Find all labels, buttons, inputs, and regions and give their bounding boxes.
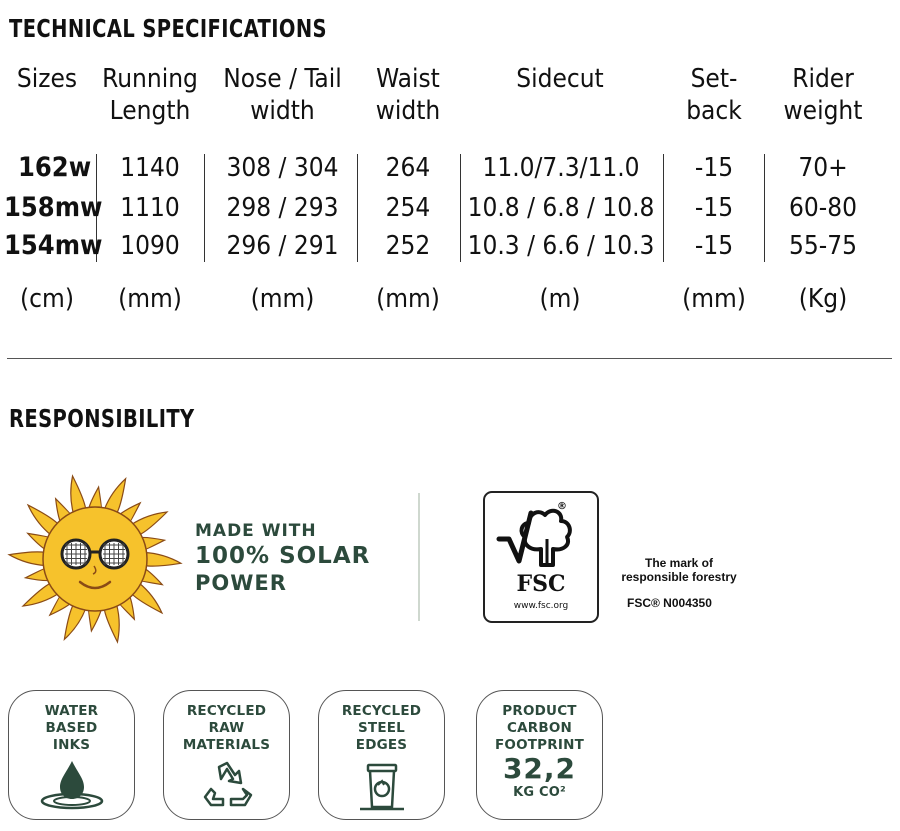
header-sidecut (470, 63, 650, 95)
badge-line: FOOTPRINT (494, 737, 584, 753)
technical-specifications-title: TECHNICAL SPECIFICATIONS (9, 14, 327, 43)
running-length-cell: 1110 (120, 193, 180, 223)
badge-line: MATERIALS (182, 737, 271, 753)
fsc-url: www.fsc.org (513, 601, 569, 611)
table-row (0, 227, 900, 265)
header-rider-weight-line1: Rider (792, 64, 854, 94)
recycle-icon (197, 759, 257, 809)
sun-icon (6, 470, 184, 648)
sun-ray (145, 553, 181, 567)
recycle-bin-icon (352, 759, 412, 813)
unit-waist: (mm) (376, 284, 440, 314)
fsc-caption-line2: responsible forestry (621, 570, 737, 584)
header-nose-tail-line1: Nose / Tail (223, 64, 342, 94)
carbon-footprint-value: 32,2 (502, 752, 577, 785)
sidecut-cell: 10.8 / 6.8 / 10.8 (467, 193, 655, 223)
header-sizes-line1: Sizes (16, 64, 78, 94)
header-setback-line1: Set- (690, 64, 738, 94)
badge-line: EDGES (355, 737, 408, 753)
unit-nose-tail: (mm) (250, 284, 315, 314)
sun-face (43, 507, 147, 611)
solar-line-1: MADE WITH (195, 521, 317, 541)
nose-tail-cell: 298 / 293 (226, 193, 339, 223)
size-cell: 158mw (4, 192, 103, 223)
sidecut-cell: 11.0/7.3/11.0 (482, 153, 640, 183)
nose-tail-cell: 296 / 291 (226, 231, 339, 261)
badge-line: RECYCLED (186, 703, 267, 719)
header-running-length (100, 63, 200, 127)
sun-ray (9, 552, 45, 566)
section-divider (7, 358, 892, 359)
vertical-divider (418, 493, 420, 621)
badge-line: STEEL (358, 720, 405, 736)
fsc-logo (483, 491, 599, 623)
recycled-raw-materials-badge (163, 690, 290, 820)
header-setback-line2: back (686, 96, 742, 126)
solar-line-2: 100% SOLAR (195, 543, 371, 569)
solar-power-text (195, 520, 370, 596)
fsc-caption-line1: The mark of (644, 556, 713, 570)
water-based-inks-badge (8, 690, 135, 820)
running-length-cell: 1090 (120, 231, 180, 261)
size-cell: 162w (18, 152, 92, 183)
header-waist-width (362, 63, 454, 127)
recycled-steel-edges-badge (318, 690, 445, 820)
waist-cell: 252 (385, 231, 431, 261)
badge-line: RECYCLED (341, 703, 422, 719)
header-sizes (4, 63, 90, 95)
size-cell: 154mw (4, 230, 103, 261)
unit-rider-weight: (Kg) (798, 284, 848, 314)
rider-weight-cell: 60-80 (789, 193, 857, 223)
fsc-caption (612, 556, 746, 584)
sun-ray (89, 487, 102, 509)
header-running-length-line1: Running (102, 64, 198, 94)
badge-line: WATER (44, 703, 99, 719)
fsc-license-code: FSC® N004350 (627, 596, 712, 610)
unit-sizes: (cm) (20, 284, 74, 314)
header-waist-line2: width (375, 96, 441, 126)
carbon-footprint-unit: KG CO² (513, 785, 566, 800)
badge-text (477, 703, 602, 801)
unit-sidecut: (m) (539, 284, 581, 314)
sidecut-cell: 10.3 / 6.6 / 10.3 (467, 231, 655, 261)
carbon-footprint-badge (476, 690, 603, 820)
badge-text (9, 703, 134, 754)
responsibility-title: RESPONSIBILITY (9, 404, 195, 433)
running-length-cell: 1140 (120, 153, 180, 183)
rider-weight-cell: 55-75 (789, 231, 857, 261)
rider-weight-cell: 70+ (798, 153, 848, 183)
fsc-tree-icon (485, 495, 597, 575)
water-drop-icon (32, 757, 112, 813)
unit-running-length: (mm) (118, 284, 182, 314)
badge-line: BASED (45, 720, 98, 736)
header-running-length-line2: Length (109, 96, 191, 126)
sun-illustration (6, 470, 184, 648)
sun-ray (88, 609, 101, 631)
table-row (0, 149, 900, 187)
badge-text (319, 703, 444, 754)
registered-mark: ® (557, 501, 567, 512)
header-nose-tail-line2: width (250, 96, 315, 126)
badge-line: CARBON (506, 720, 572, 736)
setback-cell: -15 (694, 193, 734, 223)
table-row (0, 189, 900, 227)
fsc-logo-text: FSC (516, 571, 566, 597)
badge-text (164, 703, 289, 754)
header-sidecut-line1: Sidecut (516, 64, 604, 94)
unit-setback: (mm) (682, 284, 746, 314)
badge-line: INKS (52, 737, 91, 753)
header-waist-line1: Waist (376, 64, 440, 94)
badge-line: RAW (208, 720, 245, 736)
waist-cell: 254 (385, 193, 431, 223)
header-nose-tail-width (215, 63, 350, 127)
nose-tail-cell: 308 / 304 (226, 153, 339, 183)
header-setback (672, 63, 756, 127)
solar-line-3: POWER (195, 571, 287, 595)
setback-cell: -15 (694, 153, 734, 183)
waist-cell: 264 (385, 153, 431, 183)
header-rider-weight (773, 63, 873, 127)
header-rider-weight-line2: weight (783, 96, 863, 126)
setback-cell: -15 (694, 231, 734, 261)
badge-line: PRODUCT (502, 703, 577, 719)
